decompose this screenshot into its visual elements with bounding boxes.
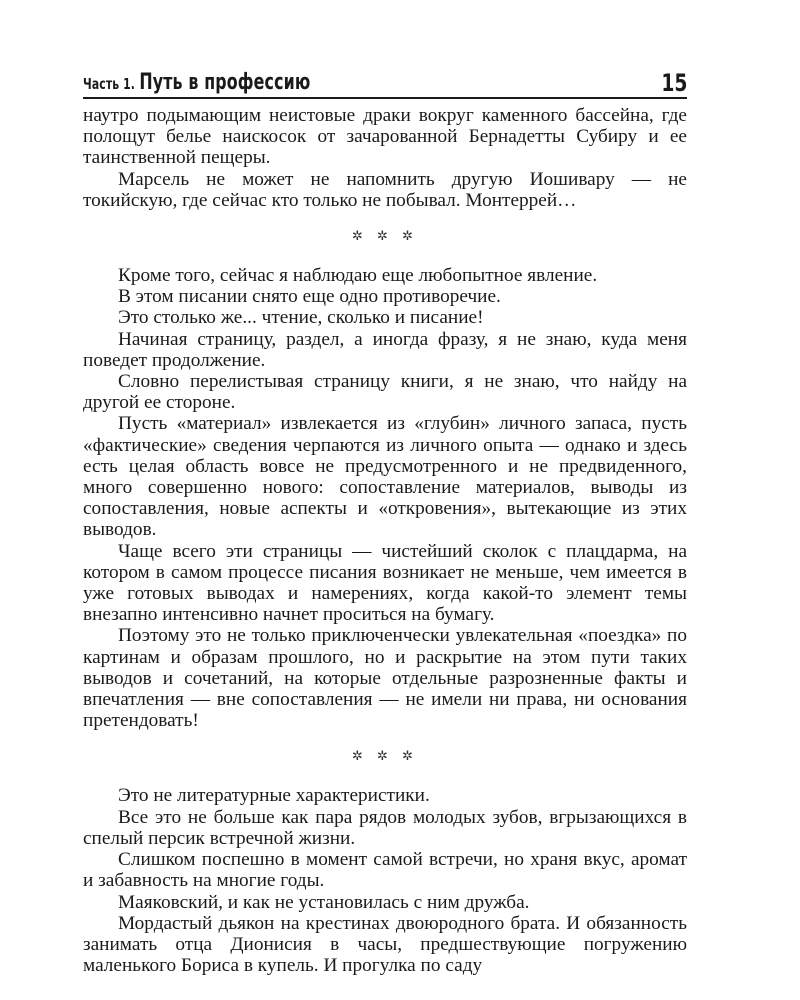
paragraph: Это столько же... чтение, сколько и писание! xyxy=(118,307,484,329)
paragraph: Мордастый дьякон на крестинах двоюродного брата. И обязанность занимать отца Дионисия в часы, предшествующие погружению маленького Бориса в купель. И прогулка по саду xyxy=(83,912,687,977)
paragraph: Чаще всего эти страницы — чистейший сколок с плацдарма, на котором в самом процессе писания возникает не меньше, чем имеется в уже готовых выводах и намерениях, когда какой-то элемент темы внезапно интенсивно начнет проситься на бумагу. xyxy=(83,540,687,626)
paragraph: Слишком поспешно в момент самой встречи, но храня вкус, аромат и забавность на многие годы. xyxy=(83,849,687,892)
paragraph: Поэтому это не только приключенчески увлекательная «поездка» по картинам и образам прошлого, но и раскрытие на этом пути таких выводов и сочетаний, на которые отдельные разрозненные факты и впечатления — вне сопоставления — не имели ни права, ни основания претендовать! xyxy=(83,625,687,732)
section-title: Путь в профессию xyxy=(139,70,311,95)
paragraph: Это не литературные характеристики. xyxy=(118,785,430,807)
running-head xyxy=(83,62,687,99)
paragraph: Маяковский, и как не установилась с ним дружба. xyxy=(118,891,530,913)
paragraph: Кроме того, сейчас я наблюдаю еще любопытное явление. xyxy=(118,265,598,287)
paragraph: Все это не больше как пара рядов молодых зубов, вгрызающихся в спелый персик встречной жизни. xyxy=(83,806,687,849)
paragraph: Марсель не может не напомнить другую Иошивару — не токийскую, где сейчас кто только не побывал. Монтеррей… xyxy=(83,168,687,211)
paragraph: наутро подымающим неистовые драки вокруг каменного бассейна, где полощут белье наискосок от зачарованной Бернадетты Субиру и ее таинственной пещеры. xyxy=(83,105,687,169)
paragraph: В этом писании снято еще одно противоречие. xyxy=(118,286,501,308)
body-text xyxy=(83,105,687,976)
page-number: 15 xyxy=(660,69,687,97)
paragraph: Словно перелистывая страницу книги, я не знаю, что найду на другой ее стороне. xyxy=(83,371,687,414)
paragraph: Пусть «материал» извлекается из «глубин» личного запаса, пусть «фактические» сведения черпаются из личного опыта — однако и здесь есть целая область вовсе не предусмотренного и не предвиденного, много совершенно нового: сопоставление материалов, выводы из сопоставления, новые аспекты и «откровения», вытекающие из этих выводов. xyxy=(83,413,687,541)
running-head-title xyxy=(83,70,310,95)
section-divider: ✲ ✲ ✲ xyxy=(352,229,418,245)
paragraph: Начиная страницу, раздел, а иногда фразу, я не знаю, куда меня поведет продолжение. xyxy=(83,328,687,371)
part-label: Часть 1. xyxy=(83,75,136,93)
book-page xyxy=(83,62,687,976)
section-divider: ✲ ✲ ✲ xyxy=(352,749,418,765)
